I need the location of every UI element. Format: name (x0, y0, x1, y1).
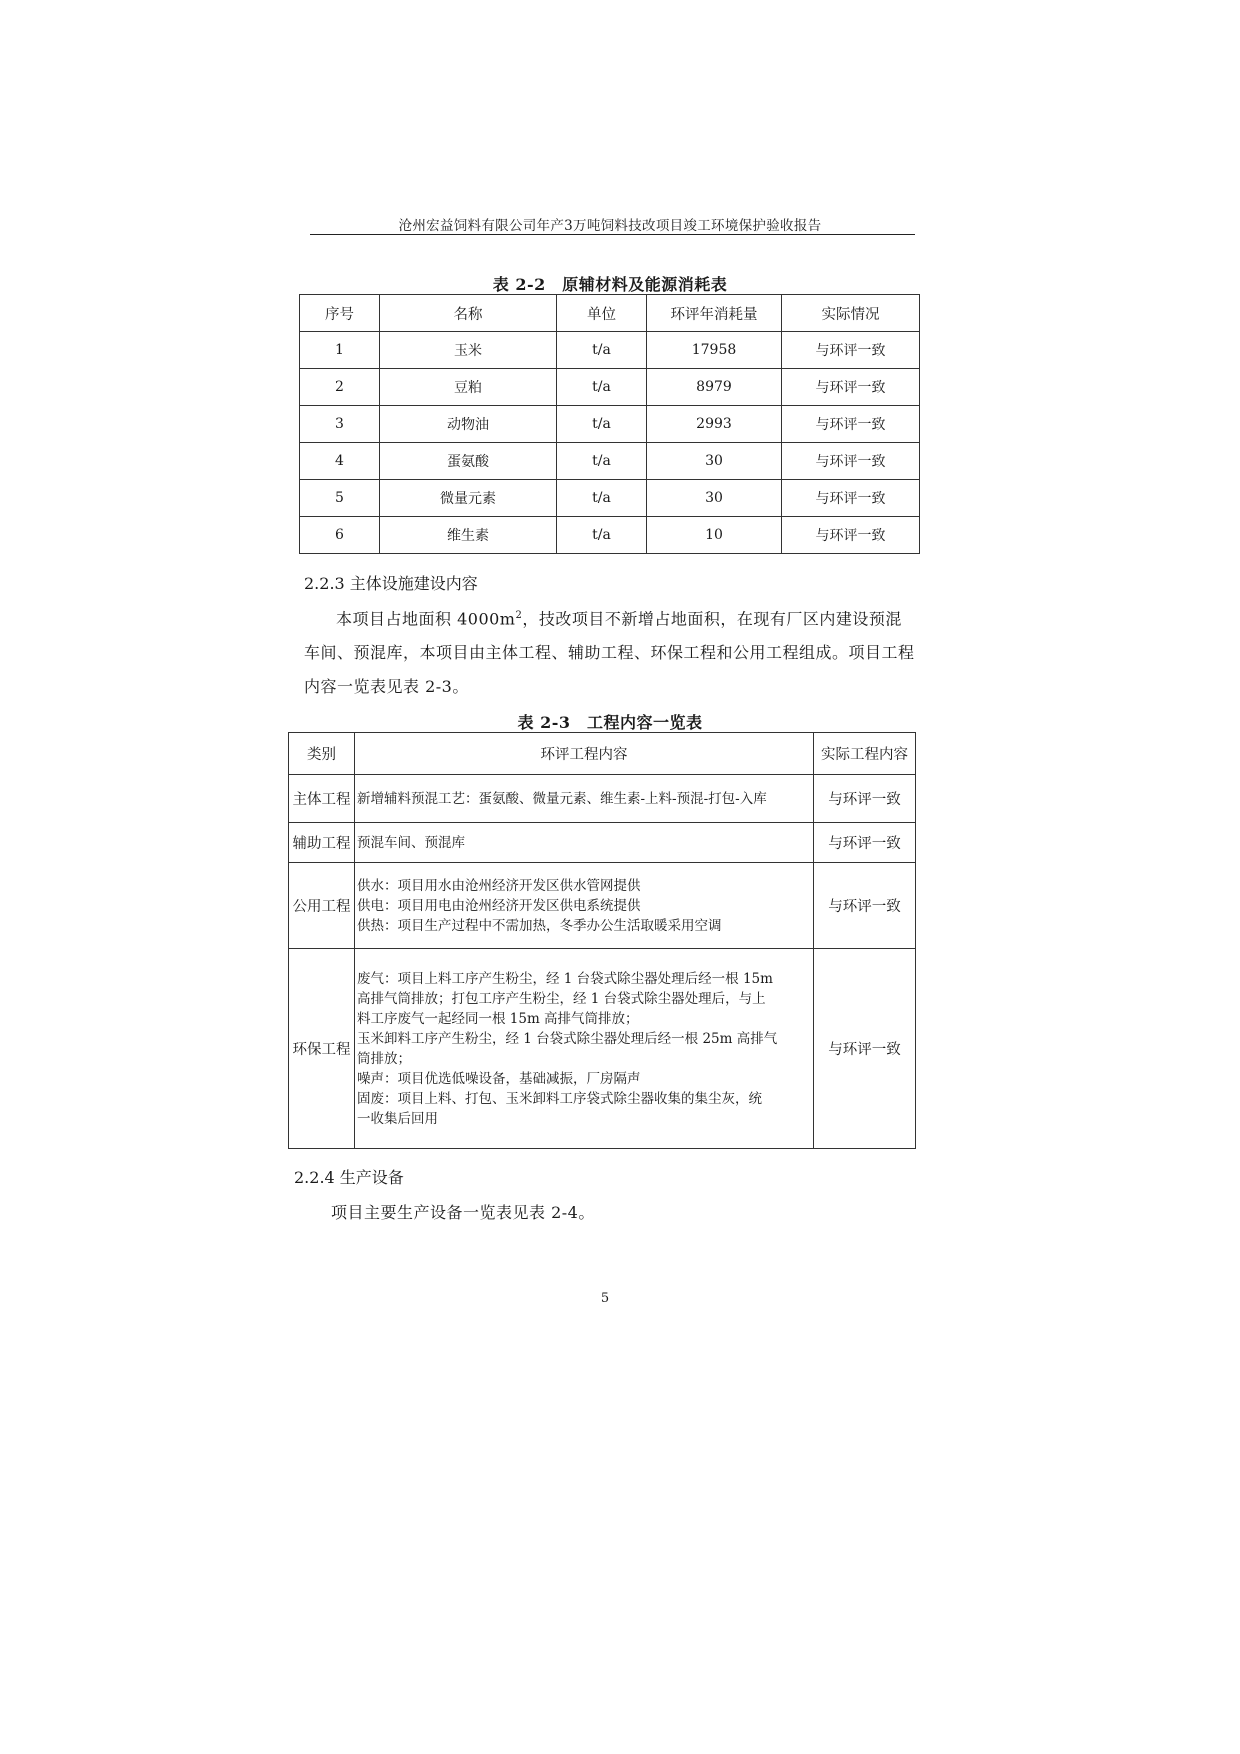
table-row (300, 369, 920, 406)
cell-status: 与环评一致 (814, 863, 916, 949)
cell-unit: t/a (557, 480, 647, 517)
cell-status: 与环评一致 (814, 949, 916, 1149)
col-header-unit: 单位 (557, 295, 647, 332)
content-line: 筒排放； (357, 1050, 411, 1067)
cell-index: 5 (300, 480, 380, 517)
project-content-table (288, 732, 916, 1149)
cell-unit: t/a (557, 443, 647, 480)
content-line: 供水：项目用水由沧州经济开发区供水管网提供 (357, 877, 641, 894)
table-row (300, 480, 920, 517)
cell-consumption: 30 (647, 443, 782, 480)
cell-index: 6 (300, 517, 380, 554)
header-rule (310, 234, 915, 235)
content-line: 预混车间、预混库 (357, 834, 465, 851)
cell-unit: t/a (557, 517, 647, 554)
cell-unit: t/a (557, 332, 647, 369)
cell-unit: t/a (557, 406, 647, 443)
running-header: 沧州宏益饲料有限公司年产3万吨饲料技改项目竣工环境保护验收报告 (398, 218, 822, 234)
cell-name: 蛋氨酸 (380, 443, 557, 480)
table-2-3-caption: 表 2-3 工程内容一览表 (517, 713, 703, 732)
cell-consumption: 30 (647, 480, 782, 517)
paragraph-text-rest: ，技改项目不新增占地面积，在现有厂区内建设预混车间、预混库，本项目由主体工程、辅助工程、环保工程和公用工程组成。项目工程内容一览表见表 2-3。 (304, 609, 915, 697)
cell-content (355, 863, 814, 949)
raw-materials-table (299, 294, 920, 554)
cell-status: 与环评一致 (814, 823, 916, 863)
content-line: 噪声：项目优选低噪设备，基础减振，厂房隔声 (357, 1070, 641, 1087)
cell-actual: 与环评一致 (782, 332, 920, 369)
cell-index: 1 (300, 332, 380, 369)
col-header-index: 序号 (300, 295, 380, 332)
table-row (300, 517, 920, 554)
cell-actual: 与环评一致 (782, 480, 920, 517)
col-header-category: 类别 (289, 733, 355, 775)
table-row (289, 949, 916, 1149)
cell-name: 玉米 (380, 332, 557, 369)
cell-name: 豆粕 (380, 369, 557, 406)
cell-category: 公用工程 (289, 863, 355, 949)
cell-actual: 与环评一致 (782, 369, 920, 406)
table-row (289, 863, 916, 949)
content-line: 高排气筒排放；打包工序产生粉尘，经 1 台袋式除尘器处理后，与上 (357, 990, 766, 1007)
content-line: 一收集后回用 (357, 1110, 438, 1127)
cell-consumption: 8979 (647, 369, 782, 406)
cell-status: 与环评一致 (814, 775, 916, 823)
content-line: 废气：项目上料工序产生粉尘，经 1 台袋式除尘器处理后经一根 15m (357, 970, 773, 987)
content-line: 玉米卸料工序产生粉尘，经 1 台袋式除尘器处理后经一根 25m 高排气 (357, 1030, 778, 1047)
cell-index: 4 (300, 443, 380, 480)
section-heading-2-2-3: 2.2.3 主体设施建设内容 (304, 574, 478, 593)
content-line: 供电：项目用电由沧州经济开发区供电系统提供 (357, 897, 641, 914)
table-2-2-caption: 表 2-2 原辅材料及能源消耗表 (492, 275, 728, 294)
cell-consumption: 2993 (647, 406, 782, 443)
col-header-eia-content: 环评工程内容 (355, 733, 814, 775)
col-header-name: 名称 (380, 295, 557, 332)
col-header-actual-content: 实际工程内容 (814, 733, 916, 775)
section-2-2-3-paragraph (304, 599, 916, 704)
content-line: 新增辅料预混工艺：蛋氨酸、微量元素、维生素-上料-预混-打包-入库 (357, 790, 767, 807)
cell-actual: 与环评一致 (782, 443, 920, 480)
content-line: 料工序废气一起经同一根 15m 高排气筒排放； (357, 1010, 639, 1027)
cell-unit: t/a (557, 369, 647, 406)
section-2-2-4-paragraph: 项目主要生产设备一览表见表 2-4。 (331, 1203, 595, 1222)
table-row (289, 775, 916, 823)
cell-index: 2 (300, 369, 380, 406)
page-number: 5 (600, 1291, 610, 1306)
cell-name: 动物油 (380, 406, 557, 443)
cell-content (355, 823, 814, 863)
cell-index: 3 (300, 406, 380, 443)
cell-consumption: 10 (647, 517, 782, 554)
cell-consumption: 17958 (647, 332, 782, 369)
table-row (300, 443, 920, 480)
area-superscript: 2 (515, 610, 523, 621)
content-line: 供热：项目生产过程中不需加热，冬季办公生活取暖采用空调 (357, 917, 722, 934)
table-header-row (289, 733, 916, 775)
content-line: 固废：项目上料、打包、玉米卸料工序袋式除尘器收集的集尘灰，统 (357, 1090, 762, 1107)
cell-category: 辅助工程 (289, 823, 355, 863)
cell-actual: 与环评一致 (782, 406, 920, 443)
cell-category: 环保工程 (289, 949, 355, 1149)
table-row (300, 332, 920, 369)
cell-name: 微量元素 (380, 480, 557, 517)
col-header-actual: 实际情况 (782, 295, 920, 332)
cell-content (355, 949, 814, 1149)
cell-name: 维生素 (380, 517, 557, 554)
table-row (300, 406, 920, 443)
section-heading-2-2-4: 2.2.4 生产设备 (294, 1168, 404, 1187)
table-row (289, 823, 916, 863)
paragraph-text-area: 本项目占地面积 4000m (336, 609, 516, 629)
cell-category: 主体工程 (289, 775, 355, 823)
col-header-eia-consumption: 环评年消耗量 (647, 295, 782, 332)
table-header-row (300, 295, 920, 332)
cell-content (355, 775, 814, 823)
cell-actual: 与环评一致 (782, 517, 920, 554)
